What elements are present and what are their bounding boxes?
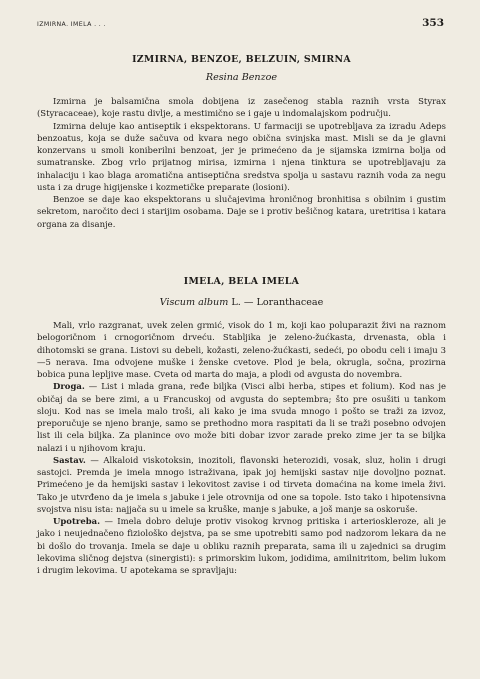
- section-body-imela: [37, 319, 446, 576]
- latin-name: Viscum album: [159, 297, 229, 308]
- section-body-izmirna: [37, 95, 446, 230]
- droga-text: — List i mlada grana, ređe biljka (Visci albi herba, stipes et folium). Kod nas je običaj da se bere zimi, a u Francuskoj od avgusta do septembra; što pre osušiti u tankom sloju. Kod nas se imela malo troši, ali kako je ima svuda mnogo i pošto se traži za izvoz, preporučuje se njeno branje, samo se prethodno mora raspitati da li se traži posebno odvojen list ili cela biljka. Za planince ovo može biti dobar izvor zarade preko zime jer ta se biljka nalazi i u njihovom kraju.: [37, 381, 447, 453]
- paragraph: Izmirna deluje kao antiseptik i ekspektorans. U farmaciji se upotrebljava za izradu Adeps benzoatus, koja se duže sačuva od kvara nego obična svinjska mast. Misli se da je glavni konzervans u smoli koniberilni benzoat, jer je primećeno da je sijamska izmirna bolja od sumatranske. Zbog vrlo prijatnog mirisa, izmirna i njena tinktura se upotrebljavaju za inhalaciju i kao blaga aromatična antiseptična sredstva spolja u sastavu raznih voda za negu usta i za druge higijenske i kozmetičke preparate (losioni).: [37, 120, 446, 192]
- paragraph-upotreba: [37, 515, 446, 576]
- paragraph-sastav: [37, 454, 446, 515]
- droga-lead: Droga.: [53, 381, 85, 392]
- section-subtitle-resina-benzoe: Resina Benzoe: [205, 72, 278, 83]
- paragraph-droga: [37, 380, 446, 454]
- section-title-imela: IMELA, BELA IMELA: [183, 276, 300, 287]
- section-subtitle-viscum: [37, 297, 446, 308]
- upotreba-text: — Imela dobro deluje protiv visokog krvnog pritiska i arterioskleroze, ali je jako i neujednačeno fiziološko dejstva, pa se sme upotrebiti samo pod nadzorom lekara da ne bi došlo do trovanja. Imela se daje u obliku raznih preparata, sama ili u zajednici sa drugim lekovima sličnog dejstva (sinergisti): s primorskim lukom, jodidima, amilnitritom, belim lukom i drugim lekovima. U apotekama se spravljaju:: [37, 516, 446, 575]
- section-title-izmirna: IZMIRNA, BENZOE, BELZUIN, SMIRNA: [132, 54, 351, 65]
- sastav-text: — Alkaloid viskotoksin, inozitoli, flavonski heterozidi, vosak, sluz, holin i drugi sastojci. Premda je imela mnogo istraživana, ipak joj hemijski sastav nije dovoljno poznat. Primećeno je da hemijski sastav i lekovitost zavise i od tirveta domaćina na kome imela živi. Tako je utvrđeno da je imela s jabuke i jele otrovnija od one sa topole. Isto tako i hipotensivna svojstva nisu ista: najjača su u imele sa kruške, manje s jabuke, a još manje sa oskoruše.: [37, 454, 446, 514]
- family-name: L. — Loranthaceae: [231, 297, 324, 308]
- page-number: 353: [422, 17, 444, 29]
- sastav-lead: Sastav.: [53, 454, 86, 465]
- running-head: IZMIRNA. IMELA . . .: [37, 21, 106, 28]
- paragraph: Benzoe se daje kao ekspektorans u slučajevima hroničnog bronhitisa s obilnim i gustim sekretom, naročito deci i starijim osobama. Daje se i protiv bešičnog katara, uretritisa i katara organa za disanje.: [37, 194, 446, 229]
- upotreba-lead: Upotreba.: [53, 516, 101, 526]
- paragraph-description: Mali, vrlo razgranat, uvek zelen grmić, visok do 1 m, koji kao poluparazit živi na raznom belogoričnom i crnogoričnom drveću. Stabljika je zeleno-žućkasta, drvenasta, obla i dihotomski se grana. Listovi su debeli, kožasti, zeleno-žućkasti, sedeći, po obodu celi i imaju 3—5 nerava. Ima odvojene muške i ženske cvetove. Plod je bela, okrugla, sočna, prozirna bobica puna lepljive mase. Cveta od marta do maja, a plodi od avgusta do novembra.: [37, 320, 446, 379]
- paragraph: Izmirna je balsamična smola dobijena iz zasečenog stabla raznih vrsta Styrax (Styracaceae), koje rastu divlje, a mestimično se i gaje u indomalajskom području.: [37, 96, 446, 119]
